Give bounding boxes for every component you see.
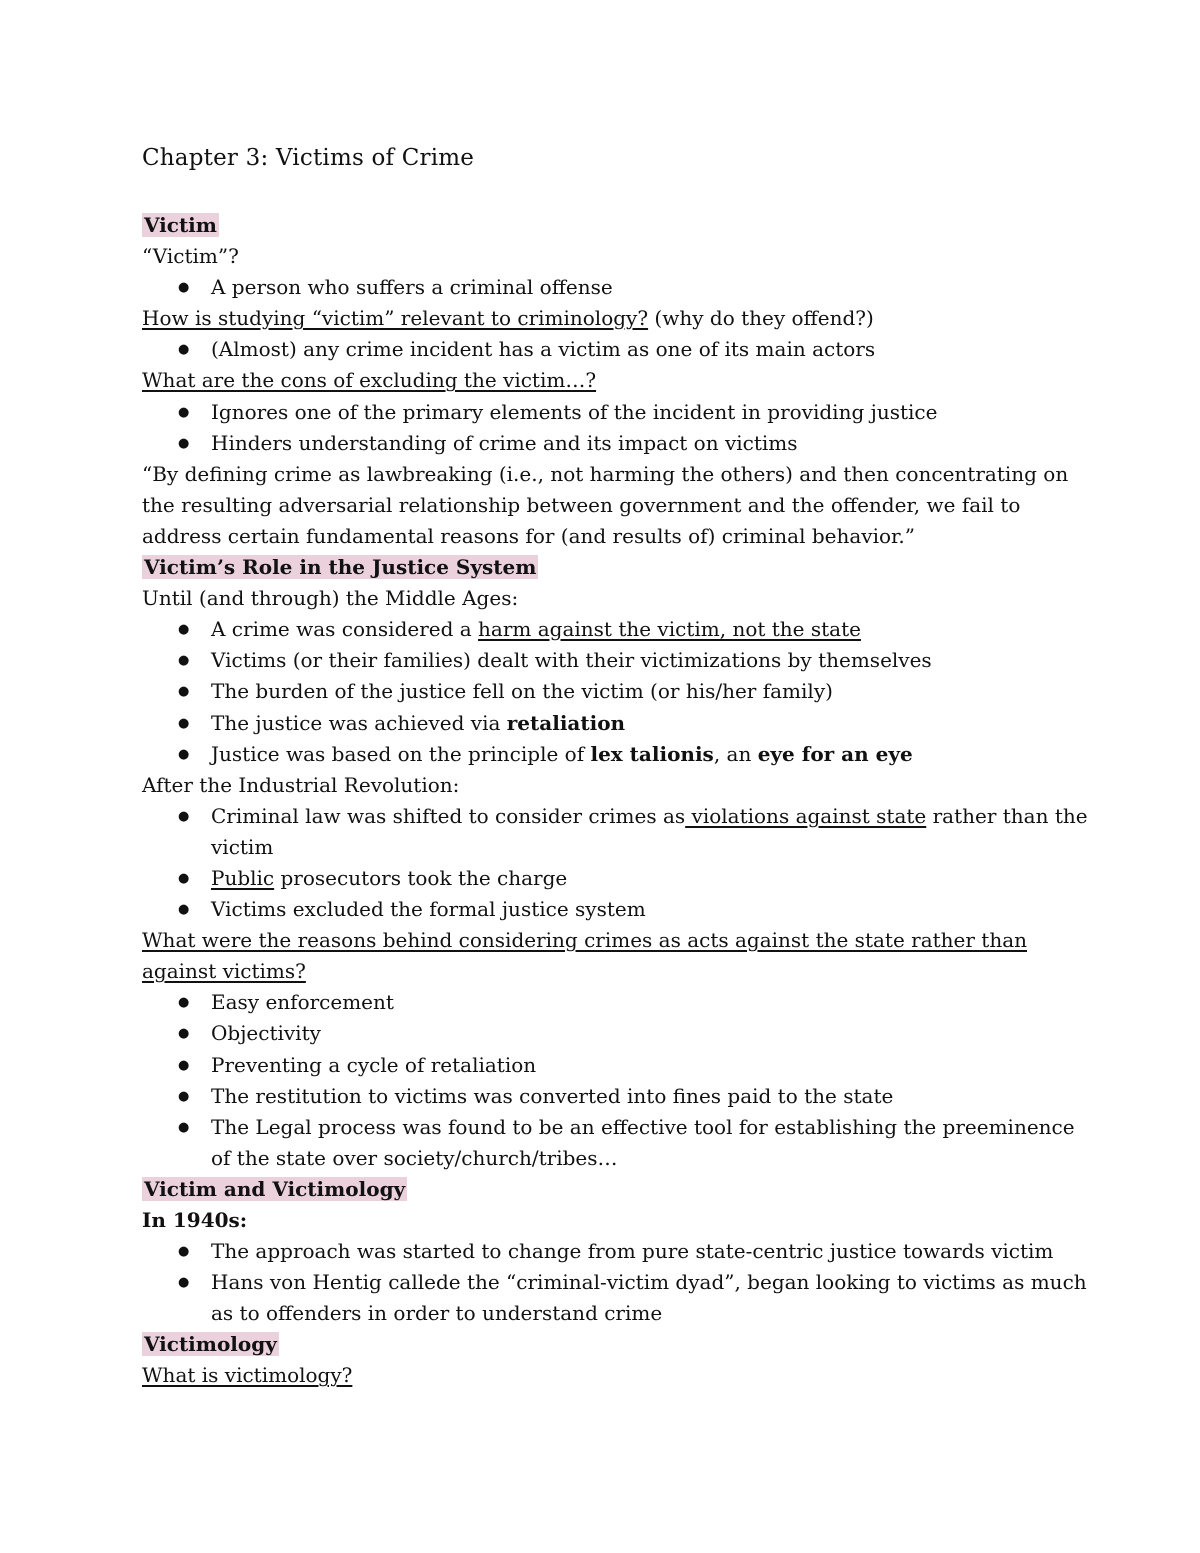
list-item: ● A crime was considered a harm against the victim, not the state <box>142 614 1090 645</box>
list-item: ● Victims excluded the formal justice system <box>142 894 1090 925</box>
list-item: ● The justice was achieved via retaliation <box>142 708 1090 739</box>
list-item: ● (Almost) any crime incident has a victim as one of its main actors <box>142 334 1090 365</box>
question-victim: “Victim”? <box>142 244 239 269</box>
list-item: ● Public prosecutors took the charge <box>142 863 1090 894</box>
list-item: ● Justice was based on the principle of lex talionis, an eye for an eye <box>142 739 1090 770</box>
bullet-list <box>142 614 1090 769</box>
list-item: ● Preventing a cycle of retaliation <box>142 1050 1090 1081</box>
bullet-list <box>142 334 1090 365</box>
block-quote: “By defining crime as lawbreaking (i.e., not harming the others) and then concentrating on the resulting adversarial relationship between government and the offender, we fail to address certain fundamental reasons for (and results of) criminal behavior.” <box>142 461 1069 548</box>
bullet-list <box>142 801 1090 925</box>
intro-middle-ages: Until (and through) the Middle Ages: <box>142 586 519 611</box>
subheading-1940s: In 1940s: <box>142 1208 248 1232</box>
intro-industrial-revolution: After the Industrial Revolution: <box>142 772 460 797</box>
list-item: ● Victims (or their families) dealt with their victimizations by themselves <box>142 645 1090 676</box>
document-title: Chapter 3: Victims of Crime <box>142 145 475 171</box>
bullet-list <box>142 397 1090 459</box>
section-heading-victimology: Victimology <box>144 1332 277 1357</box>
bullet-list <box>142 987 1090 1174</box>
list-item: ● Hinders understanding of crime and its impact on victims <box>142 428 1090 459</box>
list-item: ● The Legal process was found to be an effective tool for establishing the preeminence of the state over society/church/tribes… <box>142 1112 1090 1174</box>
list-item: ● Easy enforcement <box>142 987 1090 1018</box>
question-reasons: What were the reasons behind considering crimes as acts against the state rather than against victims? <box>142 928 1028 984</box>
list-item: ● The restitution to victims was converted into fines paid to the state <box>142 1081 1090 1112</box>
question-relevance: How is studying “victim” relevant to criminology? (why do they offend?) <box>142 306 874 331</box>
list-item: ● Objectivity <box>142 1018 1090 1049</box>
section-heading-victim: Victim <box>144 213 217 237</box>
section-heading-victimology-history: Victim and Victimology <box>144 1176 406 1201</box>
question-victimology: What is victimology? <box>142 1363 353 1388</box>
list-item: ● Criminal law was shifted to consider crimes as violations against state rather than the victim <box>142 801 1090 863</box>
list-item: ● The approach was started to change from pure state-centric justice towards victim <box>142 1236 1090 1267</box>
list-item: ● Hans von Hentig callede the “criminal-victim dyad”, began looking to victims as much as to offenders in order to understand crime <box>142 1267 1090 1329</box>
question-cons: What are the cons of excluding the victim…? <box>142 368 597 393</box>
section-heading-role: Victim’s Role in the Justice System <box>144 555 537 580</box>
bullet-list <box>142 1236 1090 1329</box>
list-item: ● The burden of the justice fell on the victim (or his/her family) <box>142 676 1090 707</box>
list-item: ● Ignores one of the primary elements of the incident in providing justice <box>142 397 1090 428</box>
bullet-list <box>142 272 1090 303</box>
list-item: ● A person who suffers a criminal offense <box>142 272 1090 303</box>
